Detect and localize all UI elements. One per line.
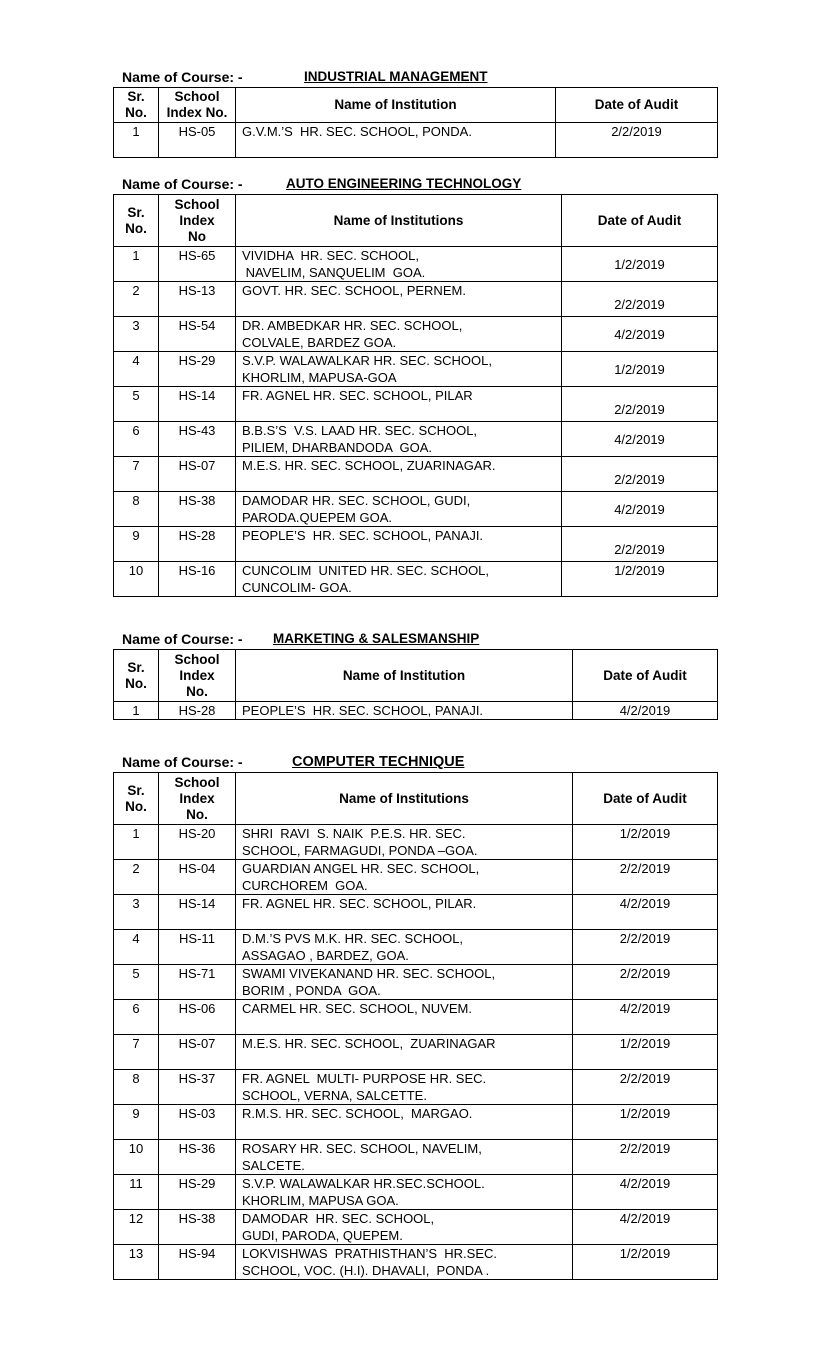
cell-date-of-audit: 1/2/2019 [573,1245,718,1280]
cell-school-index: HS-13 [159,282,236,317]
cell-date-of-audit: 4/2/2019 [562,317,718,352]
cell-school-index: HS-38 [159,1210,236,1245]
table-row [114,1035,718,1070]
course-label: Name of Course: - [122,754,243,770]
cell-school-index: HS-14 [159,895,236,930]
col-header-school-index: School Index No. [159,650,236,702]
table-row [114,895,718,930]
course-label: Name of Course: - [122,631,243,647]
col-header-institution: Name of Institution [236,650,573,702]
cell-institution: S.V.P. WALAWALKAR HR.SEC.SCHOOL. KHORLIM, MAPUSA GOA. [236,1175,573,1210]
cell-sr-no: 9 [114,1105,159,1140]
table-row [114,562,718,597]
cell-sr-no: 1 [114,825,159,860]
cell-school-index: HS-38 [159,492,236,527]
cell-institution: PEOPLE’S HR. SEC. SCHOOL, PANAJI. [236,527,562,562]
cell-date-of-audit: 1/2/2019 [562,352,718,387]
cell-date-of-audit: 2/2/2019 [573,930,718,965]
course-section-marketing-salesmanship [113,631,717,720]
cell-institution: CARMEL HR. SEC. SCHOOL, NUVEM. [236,1000,573,1035]
table-row [114,1175,718,1210]
cell-date-of-audit: 2/2/2019 [573,860,718,895]
cell-institution: FR. AGNEL MULTI- PURPOSE HR. SEC. SCHOOL, VERNA, SALCETTE. [236,1070,573,1105]
cell-school-index: HS-11 [159,930,236,965]
col-header-sr-no: Sr. No. [114,88,159,123]
cell-sr-no: 2 [114,860,159,895]
cell-sr-no: 6 [114,1000,159,1035]
cell-institution: GOVT. HR. SEC. SCHOOL, PERNEM. [236,282,562,317]
cell-sr-no: 10 [114,1140,159,1175]
col-header-school-index: School Index No [159,195,236,247]
table-row [114,457,718,492]
course-section-computer-technique [113,754,717,1280]
cell-sr-no: 2 [114,282,159,317]
table-row [114,123,718,158]
table-row [114,1070,718,1105]
cell-date-of-audit: 2/2/2019 [556,123,718,158]
cell-school-index: HS-54 [159,317,236,352]
cell-institution: VIVIDHA HR. SEC. SCHOOL, NAVELIM, SANQUELIM GOA. [236,247,562,282]
cell-date-of-audit: 4/2/2019 [562,492,718,527]
cell-date-of-audit: 2/2/2019 [562,527,718,562]
cell-school-index: HS-37 [159,1070,236,1105]
table-row [114,1210,718,1245]
table-row [114,1000,718,1035]
cell-school-index: HS-07 [159,457,236,492]
cell-sr-no: 10 [114,562,159,597]
table-row [114,702,718,720]
cell-date-of-audit: 2/2/2019 [573,1140,718,1175]
cell-date-of-audit: 2/2/2019 [562,282,718,317]
cell-date-of-audit: 4/2/2019 [573,1000,718,1035]
cell-sr-no: 4 [114,930,159,965]
cell-institution: PEOPLE’S HR. SEC. SCHOOL, PANAJI. [236,702,573,720]
cell-institution: DAMODAR HR. SEC. SCHOOL, GUDI, PARODA.QUEPEM GOA. [236,492,562,527]
cell-school-index: HS-36 [159,1140,236,1175]
cell-school-index: HS-43 [159,422,236,457]
audit-table [113,194,718,597]
cell-sr-no: 1 [114,123,159,158]
cell-school-index: HS-65 [159,247,236,282]
cell-sr-no: 1 [114,702,159,720]
cell-school-index: HS-06 [159,1000,236,1035]
col-header-school-index: School Index No. [159,88,236,123]
cell-institution: SWAMI VIVEKANAND HR. SEC. SCHOOL, BORIM , PONDA GOA. [236,965,573,1000]
cell-date-of-audit: 2/2/2019 [562,387,718,422]
cell-school-index: HS-28 [159,702,236,720]
cell-institution: FR. AGNEL HR. SEC. SCHOOL, PILAR [236,387,562,422]
table-header-row [114,773,718,825]
cell-sr-no: 9 [114,527,159,562]
course-section-auto-engineering [113,176,717,597]
cell-sr-no: 5 [114,387,159,422]
cell-sr-no: 3 [114,895,159,930]
col-header-date-of-audit: Date of Audit [573,773,718,825]
cell-sr-no: 8 [114,492,159,527]
course-label: Name of Course: - [122,176,243,192]
table-header-row [114,88,718,123]
cell-date-of-audit: 1/2/2019 [573,1035,718,1070]
cell-institution: FR. AGNEL HR. SEC. SCHOOL, PILAR. [236,895,573,930]
table-row [114,1245,718,1280]
course-heading [113,69,717,87]
table-row [114,387,718,422]
cell-school-index: HS-28 [159,527,236,562]
table-header-row [114,195,718,247]
cell-institution: SHRI RAVI S. NAIK P.E.S. HR. SEC. SCHOOL, FARMAGUDI, PONDA –GOA. [236,825,573,860]
cell-institution: LOKVISHWAS PRATHISTHAN’S HR.SEC. SCHOOL, VOC. (H.I). DHAVALI, PONDA . [236,1245,573,1280]
col-header-sr-no: Sr. No. [114,195,159,247]
cell-institution: DAMODAR HR. SEC. SCHOOL, GUDI, PARODA, QUEPEM. [236,1210,573,1245]
table-row [114,965,718,1000]
audit-table [113,649,718,720]
cell-school-index: HS-29 [159,1175,236,1210]
cell-sr-no: 6 [114,422,159,457]
cell-date-of-audit: 4/2/2019 [573,702,718,720]
cell-sr-no: 7 [114,457,159,492]
table-row [114,317,718,352]
cell-institution: CUNCOLIM UNITED HR. SEC. SCHOOL, CUNCOLIM- GOA. [236,562,562,597]
cell-sr-no: 11 [114,1175,159,1210]
cell-school-index: HS-04 [159,860,236,895]
cell-school-index: HS-71 [159,965,236,1000]
cell-school-index: HS-29 [159,352,236,387]
table-header-row [114,650,718,702]
course-name: MARKETING & SALESMANSHIP [273,631,480,646]
course-section-industrial-management [113,69,717,158]
cell-institution: M.E.S. HR. SEC. SCHOOL, ZUARINAGAR. [236,457,562,492]
cell-institution: R.M.S. HR. SEC. SCHOOL, MARGAO. [236,1105,573,1140]
cell-sr-no: 13 [114,1245,159,1280]
table-row [114,247,718,282]
col-header-institution: Name of Institutions [236,773,573,825]
cell-date-of-audit: 2/2/2019 [573,1070,718,1105]
cell-school-index: HS-03 [159,1105,236,1140]
cell-sr-no: 8 [114,1070,159,1105]
cell-institution: D.M.’S PVS M.K. HR. SEC. SCHOOL, ASSAGAO , BARDEZ, GOA. [236,930,573,965]
cell-date-of-audit: 1/2/2019 [562,247,718,282]
cell-institution: ROSARY HR. SEC. SCHOOL, NAVELIM, SALCETE. [236,1140,573,1175]
table-row [114,860,718,895]
course-heading [113,176,717,194]
course-name: COMPUTER TECHNIQUE [292,754,465,770]
cell-date-of-audit: 2/2/2019 [562,457,718,492]
col-header-date-of-audit: Date of Audit [573,650,718,702]
col-header-sr-no: Sr. No. [114,773,159,825]
cell-institution: B.B.S’S V.S. LAAD HR. SEC. SCHOOL, PILIEM, DHARBANDODA GOA. [236,422,562,457]
cell-school-index: HS-94 [159,1245,236,1280]
cell-sr-no: 4 [114,352,159,387]
cell-school-index: HS-05 [159,123,236,158]
cell-sr-no: 12 [114,1210,159,1245]
course-name: AUTO ENGINEERING TECHNOLOGY [286,176,522,191]
table-row [114,282,718,317]
table-row [114,825,718,860]
course-heading [113,631,717,649]
cell-date-of-audit: 4/2/2019 [562,422,718,457]
cell-date-of-audit: 4/2/2019 [573,895,718,930]
cell-date-of-audit: 1/2/2019 [573,1105,718,1140]
cell-date-of-audit: 4/2/2019 [573,1175,718,1210]
col-header-institution: Name of Institutions [236,195,562,247]
cell-date-of-audit: 4/2/2019 [573,1210,718,1245]
cell-date-of-audit: 1/2/2019 [573,825,718,860]
course-name: INDUSTRIAL MANAGEMENT [304,69,488,84]
table-row [114,930,718,965]
audit-table [113,772,718,1280]
table-row [114,492,718,527]
table-row [114,352,718,387]
course-heading [113,754,717,772]
cell-sr-no: 1 [114,247,159,282]
cell-school-index: HS-07 [159,1035,236,1070]
cell-school-index: HS-20 [159,825,236,860]
cell-institution: GUARDIAN ANGEL HR. SEC. SCHOOL, CURCHOREM GOA. [236,860,573,895]
col-header-date-of-audit: Date of Audit [556,88,718,123]
cell-sr-no: 7 [114,1035,159,1070]
cell-date-of-audit: 2/2/2019 [573,965,718,1000]
col-header-date-of-audit: Date of Audit [562,195,718,247]
table-row [114,1105,718,1140]
cell-sr-no: 5 [114,965,159,1000]
col-header-sr-no: Sr. No. [114,650,159,702]
table-row [114,422,718,457]
cell-institution: S.V.P. WALAWALKAR HR. SEC. SCHOOL, KHORLIM, MAPUSA-GOA [236,352,562,387]
cell-school-index: HS-16 [159,562,236,597]
cell-institution: G.V.M.’S HR. SEC. SCHOOL, PONDA. [236,123,556,158]
table-row [114,527,718,562]
col-header-institution: Name of Institution [236,88,556,123]
cell-institution: DR. AMBEDKAR HR. SEC. SCHOOL, COLVALE, BARDEZ GOA. [236,317,562,352]
col-header-school-index: School Index No. [159,773,236,825]
course-label: Name of Course: - [122,69,243,85]
cell-school-index: HS-14 [159,387,236,422]
cell-institution: M.E.S. HR. SEC. SCHOOL, ZUARINAGAR [236,1035,573,1070]
audit-table [113,87,718,158]
cell-date-of-audit: 1/2/2019 [562,562,718,597]
cell-sr-no: 3 [114,317,159,352]
table-row [114,1140,718,1175]
